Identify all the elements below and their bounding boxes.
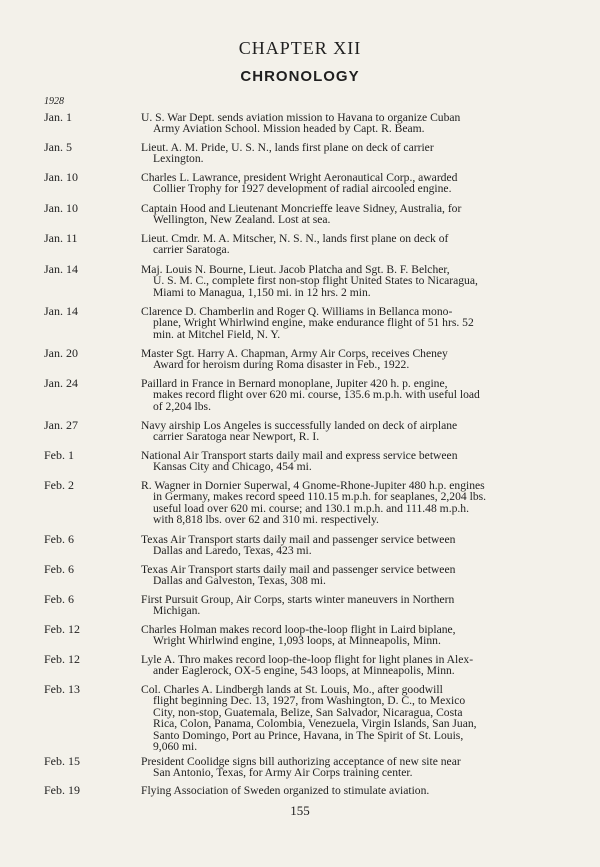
entry-line: First Pursuit Group, Air Corps, starts winter maneuvers in Northern (141, 593, 455, 606)
entry-line: Army Aviation School. Mission headed by Capt. R. Beam. (153, 122, 425, 136)
entry-date: Feb. 2 (44, 478, 74, 492)
entry-line: plane, Wright Whirlwind engine, make endurance flight of 51 hrs. 52 (153, 316, 474, 330)
entry-date: Jan. 14 (44, 262, 78, 276)
entry-line: ander Eaglerock, OX-5 engine, 543 loops, at Minneapolis, Minn. (153, 664, 455, 678)
entry-line: Wright Whirlwind engine, 1,093 loops, at Minneapolis, Minn. (153, 634, 441, 648)
entry-line: with 8,818 lbs. over 62 and 310 mi. respectively. (153, 513, 379, 527)
entry-line: Santo Domingo, Port au Prince, Havana, in The Spirit of St. Louis, (153, 728, 464, 742)
entry-date: Feb. 19 (44, 783, 80, 797)
entry-description (141, 624, 561, 647)
entry-line: Award for heroism during Roma disaster in Feb., 1922. (153, 358, 410, 372)
entry-line: Texas Air Transport starts daily mail and passenger service between (141, 563, 456, 576)
entry-line: Flying Association of Sweden organized to stimulate aviation. (141, 784, 430, 797)
entry-line: min. at Mitchel Field, N. Y. (153, 327, 281, 341)
entry-description (141, 534, 561, 557)
entry-date: Feb. 6 (44, 532, 74, 546)
entry-date: Feb. 13 (44, 682, 80, 696)
entry-line: in Germany, makes record speed 110.15 m.p.h. for seaplanes, 2,204 lbs. (153, 490, 487, 504)
entry-line: R. Wagner in Dornier Superwal, 4 Gnome-Rhone-Jupiter 480 h.p. engines (141, 479, 485, 492)
entry-line: makes record flight over 620 mi. course, 135.6 m.p.h. with useful load (153, 388, 480, 402)
entry-line: Paillard in France in Bernard monoplane, Jupiter 420 h. p. engine, (141, 377, 448, 390)
entry-line: Master Sgt. Harry A. Chapman, Army Air Corps, receives Cheney (141, 347, 448, 360)
entry-line: Miami to Managua, 1,150 mi. in 12 hrs. 2 min. (153, 285, 371, 299)
entry-line: Maj. Louis N. Bourne, Lieut. Jacob Platcha and Sgt. B. F. Belcher, (141, 263, 450, 276)
entry-description (141, 564, 561, 587)
year-label: 1928 (44, 96, 64, 107)
entry-description (141, 306, 561, 340)
entry-line: Texas Air Transport starts daily mail and passenger service between (141, 533, 456, 546)
entry-line: President Coolidge signs bill authorizing acceptance of new site near (141, 755, 461, 768)
entry-line: Charles Holman makes record loop-the-loop flight in Laird biplane, (141, 623, 456, 636)
entry-line: Michigan. (153, 604, 201, 618)
entry-line: of 2,204 lbs. (153, 399, 211, 413)
entry-line: carrier Saratoga. (153, 243, 230, 257)
entry-description (141, 756, 561, 779)
entry-line: flight beginning Dec. 13, 1927, from Washington, D. C., to Mexico (153, 694, 466, 708)
entry-date: Feb. 15 (44, 754, 80, 768)
entry-date: Jan. 1 (44, 110, 72, 124)
entry-line: Col. Charles A. Lindbergh lands at St. Louis, Mo., after goodwill (141, 683, 443, 696)
entry-date: Jan. 5 (44, 140, 72, 154)
entry-date: Feb. 6 (44, 562, 74, 576)
entry-date: Feb. 6 (44, 592, 74, 606)
entry-date: Feb. 1 (44, 448, 74, 462)
entry-description (141, 264, 561, 298)
entry-description (141, 142, 561, 165)
entry-line: Wellington, New Zealand. Lost at sea. (153, 213, 331, 227)
entry-line: Navy airship Los Angeles is successfully landed on deck of airplane (141, 419, 458, 432)
entry-date: Jan. 20 (44, 346, 78, 360)
entry-date: Jan. 11 (44, 231, 78, 245)
entry-line: Lexington. (153, 152, 204, 166)
entry-line: useful load over 620 mi. course; and 130.1 m.p.h. and 111.48 m.p.h. (153, 501, 469, 515)
entry-date: Jan. 27 (44, 418, 78, 432)
entry-description (141, 378, 561, 412)
entry-description (141, 112, 561, 135)
entry-description (141, 348, 561, 371)
page-title: CHRONOLOGY (240, 68, 360, 85)
entry-description (141, 172, 561, 195)
entry-line: carrier Saratoga near Newport, R. I. (153, 430, 320, 444)
entry-description (141, 594, 561, 617)
entry-description (141, 785, 561, 796)
entry-description (141, 203, 561, 226)
entry-date: Feb. 12 (44, 652, 80, 666)
entry-line: Lieut. Cmdr. M. A. Mitscher, N. S. N., lands first plane on deck of (141, 232, 449, 245)
entry-line: National Air Transport starts daily mail and express service between (141, 449, 458, 462)
entry-line: Lyle A. Thro makes record loop-the-loop flight for light planes in Alex- (141, 653, 474, 666)
entry-date: Jan. 10 (44, 170, 78, 184)
entry-description (141, 654, 561, 677)
page-number: 155 (290, 803, 310, 818)
entry-line: Dallas and Laredo, Texas, 423 mi. (153, 544, 312, 558)
entry-line: Clarence D. Chamberlin and Roger Q. Williams in Bellanca mono- (141, 305, 453, 318)
entry-description (141, 233, 561, 256)
entry-date: Feb. 12 (44, 622, 80, 636)
entry-line: U. S. M. C., complete first non-stop flight United States to Nicaragua, (153, 274, 478, 288)
entry-line: Collier Trophy for 1927 development of radial aircooled engine. (153, 182, 452, 196)
entry-date: Jan. 24 (44, 376, 78, 390)
entry-description (141, 420, 561, 443)
entry-line: City, non-stop, Guatemala, Belize, San Salvador, Nicaragua, Costa (153, 705, 463, 719)
entry-date: Jan. 14 (44, 304, 78, 318)
entry-line: U. S. War Dept. sends aviation mission to Havana to organize Cuban (141, 111, 461, 124)
entry-line: Rica, Colon, Panama, Colombia, Venezuela, Virgin Islands, San Juan, (153, 717, 477, 731)
entry-line: Dallas and Galveston, Texas, 308 mi. (153, 574, 326, 588)
entry-line: Charles L. Lawrance, president Wright Aeronautical Corp., awarded (141, 171, 458, 184)
entry-line: Lieut. A. M. Pride, U. S. N., lands first plane on deck of carrier (141, 141, 434, 154)
entry-description (141, 480, 561, 526)
entry-description (141, 684, 561, 752)
entry-line: 9,060 mi. (153, 740, 198, 754)
entry-line: Captain Hood and Lieutenant Moncrieffe leave Sidney, Australia, for (141, 202, 462, 215)
entry-line: Kansas City and Chicago, 454 mi. (153, 460, 312, 474)
entry-description (141, 450, 561, 473)
chapter-heading: CHAPTER XII (238, 38, 362, 58)
entry-date: Jan. 10 (44, 201, 78, 215)
entry-line: San Antonio, Texas, for Army Air Corps training center. (153, 766, 413, 780)
